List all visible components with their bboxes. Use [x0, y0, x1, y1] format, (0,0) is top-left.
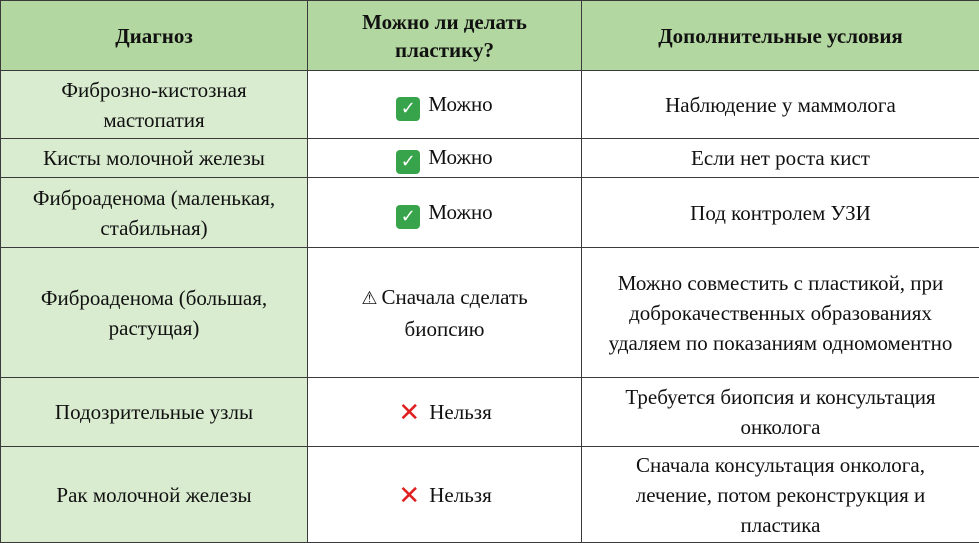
verdict-cell — [308, 71, 582, 139]
diagnosis-cell: Фиброаденома (маленькая, стабильная) — [1, 178, 308, 248]
table-row — [1, 447, 979, 543]
table-row — [1, 139, 979, 178]
table-row — [1, 248, 979, 378]
check-icon: ✓ — [396, 97, 420, 121]
diagnosis-cell: Фиброзно-кистозная мастопатия — [1, 71, 308, 139]
conditions-cell: Если нет роста кист — [582, 139, 979, 178]
verdict-cell — [308, 139, 582, 178]
diagnosis-cell: Кисты молочной железы — [1, 139, 308, 178]
header-can-do: Можно ли делать пластику? — [308, 1, 582, 71]
check-icon: ✓ — [396, 205, 420, 229]
verdict-cell — [308, 248, 582, 378]
verdict-text: Можно — [428, 89, 492, 119]
conditions-cell: Сначала консультация онколога, лечение, потом реконструкция и пластика — [582, 447, 979, 543]
verdict-cell — [308, 447, 582, 543]
verdict-text: Можно — [428, 142, 492, 172]
verdict-text: Нельзя — [429, 480, 492, 510]
header-diagnosis: Диагноз — [1, 1, 308, 71]
conditions-cell: Под контролем УЗИ — [582, 178, 979, 248]
verdict-text: Сначала сделать биопсию — [381, 285, 527, 341]
table-row — [1, 178, 979, 248]
warning-icon: ⚠ — [361, 288, 377, 309]
conditions-cell: Наблюдение у маммолога — [582, 71, 979, 139]
check-icon: ✓ — [396, 150, 420, 174]
diagnosis-cell: Рак молочной железы — [1, 447, 308, 543]
conditions-cell: Требуется биопсия и консультация онколога — [582, 378, 979, 447]
table-row — [1, 378, 979, 447]
header-row — [1, 1, 979, 71]
header-conditions: Дополнительные условия — [582, 1, 979, 71]
conditions-cell: Можно совместить с пластикой, при доброкачественных образованиях удаляем по показаниям одномоментно — [582, 248, 979, 378]
cross-icon: ✕ — [397, 401, 421, 425]
diagnosis-cell: Подозрительные узлы — [1, 378, 308, 447]
cross-icon: ✕ — [397, 484, 421, 508]
verdict-cell — [308, 178, 582, 248]
verdict-cell — [308, 378, 582, 447]
table-row — [1, 71, 979, 139]
diagnosis-cell: Фиброаденома (большая, растущая) — [1, 248, 308, 378]
verdict-text: Можно — [428, 197, 492, 227]
verdict-text: Нельзя — [429, 397, 492, 427]
